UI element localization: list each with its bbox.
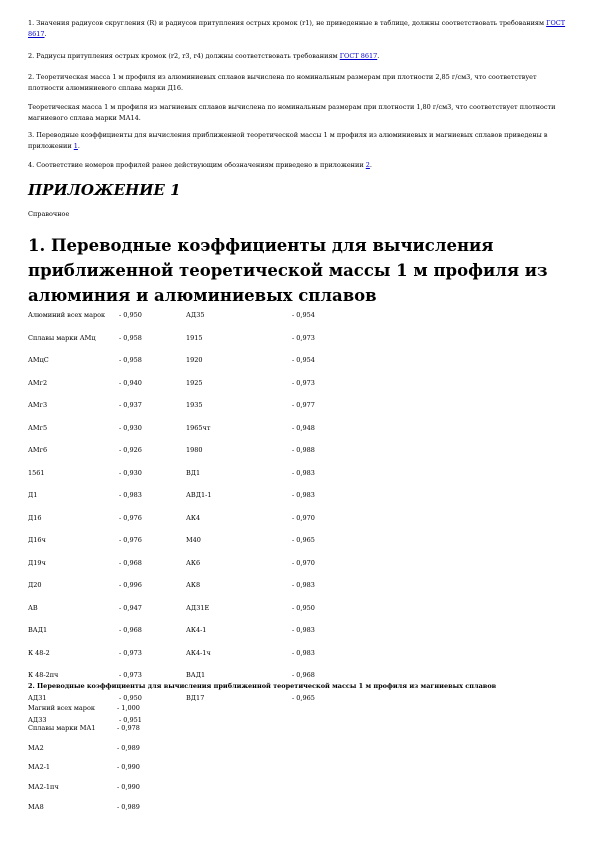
coefficient-value: - 0,958 [119, 333, 142, 342]
note-end: . [44, 29, 47, 38]
alloy-grade: АД35 [186, 311, 205, 319]
coefficient-value: - 0,968 [119, 626, 142, 634]
alloy-grade: ВД17 [186, 693, 205, 702]
coefficient-value: - 0,988 [292, 446, 315, 454]
alloy-grade: 1965чт [186, 423, 211, 432]
coefficient-value: - 0,973 [292, 378, 315, 387]
note-aluminum-mass: 2. Теоретическая масса 1 м профиля из алюминиевых сплавов вычислена по номинальным размерам при плотности 2,85 г/см3, что соответствует плотности алюминиевого сплава марки Д16. [28, 73, 537, 92]
alloy-grade: Магний всех марок [28, 704, 95, 712]
section1-heading: 1. Переводные коэффициенты для вычисления приближенной теоретической массы 1 м профиля из алюминия и алюминиевых сплавов [28, 236, 548, 305]
note-radius [28, 18, 568, 39]
coefficient-value: - 0,968 [292, 671, 315, 679]
coefficient-value: - 0,996 [119, 581, 142, 589]
appendix-link[interactable]: 2 [365, 161, 370, 169]
coefficient-value: - 0,978 [117, 723, 140, 732]
alloy-grade: МА8 [28, 803, 44, 811]
alloy-grade: АВ [28, 603, 38, 612]
coefficient-value: - 0,926 [119, 446, 142, 454]
coefficient-value: - 0,948 [292, 423, 315, 432]
coefficient-value: - 0,965 [292, 536, 315, 544]
alloy-grade: ВАД1 [186, 671, 206, 679]
coefficient-value: - 0,947 [119, 603, 142, 612]
coefficient-value: - 0,976 [119, 513, 142, 522]
alloy-grade: Д20 [28, 581, 42, 589]
alloy-grade: Д1 [28, 491, 38, 499]
alloy-grade: ВАД1 [28, 626, 48, 634]
alloy-grade: АК4-1 [186, 626, 207, 634]
alloy-grade: Д16ч [28, 536, 46, 544]
coefficient-value: - 0,983 [292, 468, 315, 477]
coefficient-value: - 1,000 [117, 704, 140, 712]
alloy-grade: Сплавы марки АМц [28, 333, 96, 342]
alloy-grade: АМцС [28, 356, 49, 364]
coefficient-value: - 0,970 [292, 513, 315, 522]
coefficient-value: - 0,983 [292, 648, 315, 657]
note-end: . [77, 141, 80, 150]
coefficient-value: - 0,930 [119, 423, 142, 432]
alloy-grade: МА2-1пч [28, 783, 59, 792]
gost-link[interactable]: ГОСТ 8617 [339, 52, 378, 60]
alloy-grade: МА2 [28, 743, 44, 752]
coefficient-value: - 0,977 [292, 401, 315, 409]
appendix-link[interactable]: 1 [73, 141, 78, 150]
alloy-grade: Д19ч [28, 558, 46, 567]
appendix-title: ПРИЛОЖЕНИЕ 1 [28, 181, 181, 199]
alloy-grade: АМг5 [28, 423, 48, 432]
alloy-grade: Сплавы марки МА1 [28, 723, 96, 732]
alloy-grade: 1561 [28, 468, 45, 477]
coefficient-value: - 0,990 [117, 783, 140, 792]
note-profile-numbers [28, 160, 568, 171]
alloy-grade: АК4-1ч [186, 648, 211, 657]
alloy-grade: АД31Е [186, 603, 210, 612]
coefficient-value: - 0,983 [119, 491, 142, 499]
alloy-grade: 1920 [186, 356, 203, 364]
alloy-grade: 1925 [186, 378, 203, 387]
alloy-grade: 1980 [186, 446, 203, 454]
coefficient-value: - 0,954 [292, 311, 315, 319]
note-edges [28, 51, 568, 62]
alloy-grade: К 48-2пч [28, 671, 59, 679]
coefficient-value: - 0,965 [292, 693, 315, 702]
alloy-grade: АВД1-1 [186, 491, 212, 499]
alloy-grade: АМг2 [28, 378, 48, 387]
coefficient-value: - 0,970 [292, 558, 315, 567]
alloy-grade: АК8 [186, 581, 201, 589]
alloy-grade: 1915 [186, 333, 203, 342]
coefficient-value: - 0,968 [119, 558, 142, 567]
alloy-grade: АМг6 [28, 446, 48, 454]
coefficient-value: - 0,940 [119, 378, 142, 387]
coefficient-value: - 0,983 [292, 626, 315, 634]
note-text: 2. Радиусы притупления острых кромок (r2, r3, r4) должны соответствовать требованиям [28, 52, 340, 60]
coefficient-value: - 0,950 [292, 603, 315, 612]
coefficient-value: - 0,973 [119, 648, 142, 657]
note-text: 3. Переводные коэффициенты для вычисления приближенной теоретической массы 1 м профиля из алюминиевых и магниевых сплавов приведены в приложении [28, 131, 548, 150]
coefficient-value: - 0,950 [119, 311, 142, 319]
note-coefficients [28, 130, 568, 151]
alloy-grade: АК4 [186, 513, 201, 522]
coefficient-value: - 0,950 [119, 693, 142, 702]
alloy-grade: Д16 [28, 513, 42, 522]
note-magnesium-mass: Теоретическая масса 1 м профиля из магниевых сплавов вычислена по номинальным размерам при плотности 1,80 г/см3, что соответствует плотности магниевого сплава марки МА14. [28, 103, 556, 122]
coefficient-value: - 0,930 [119, 468, 142, 477]
note-end: . [377, 52, 380, 60]
note-text: 1. Значения радиусов скругления (R) и радиусов притупления острых кромок (r1), не приведенные в таблице, должны соответствовать требованиям [28, 19, 547, 27]
coefficient-value: - 0,990 [117, 763, 140, 772]
alloy-grade: К 48-2 [28, 648, 50, 657]
coefficient-value: - 0,976 [119, 536, 142, 544]
coefficient-value: - 0,973 [119, 671, 142, 679]
gost-link[interactable]: ГОСТ 8617 [28, 19, 566, 38]
coefficient-value: - 0,983 [292, 581, 315, 589]
alloy-grade: АД33 [28, 716, 47, 724]
appendix-subtitle: Справочное [28, 210, 70, 218]
section2-heading: 2. Переводные коэффициенты для вычисления приближенной теоретической массы 1 м профиля из магниевых сплавов [28, 682, 497, 690]
alloy-grade: АК6 [186, 558, 201, 567]
coefficient-value: - 0,937 [119, 401, 142, 409]
alloy-grade: Алюминий всех марок [28, 311, 106, 319]
alloy-grade: 1935 [186, 401, 203, 409]
alloy-grade: МА2-1 [28, 763, 51, 772]
coefficient-value: - 0,951 [119, 716, 142, 724]
coefficient-value: - 0,989 [117, 803, 140, 811]
note-text: 4. Соответствие номеров профилей ранее действующим обозначениям приведено в приложении [28, 161, 366, 169]
alloy-grade: М40 [186, 536, 201, 544]
coefficient-value: - 0,973 [292, 333, 315, 342]
coefficient-value: - 0,983 [292, 491, 315, 499]
coefficient-value: - 0,954 [292, 356, 315, 364]
alloy-grade: ВД1 [186, 468, 201, 477]
alloy-grade: АД31 [28, 693, 47, 702]
coefficient-value: - 0,958 [119, 356, 142, 364]
note-end: . [369, 161, 372, 169]
alloy-grade: АМг3 [28, 401, 48, 409]
coefficient-value: - 0,989 [117, 743, 140, 752]
